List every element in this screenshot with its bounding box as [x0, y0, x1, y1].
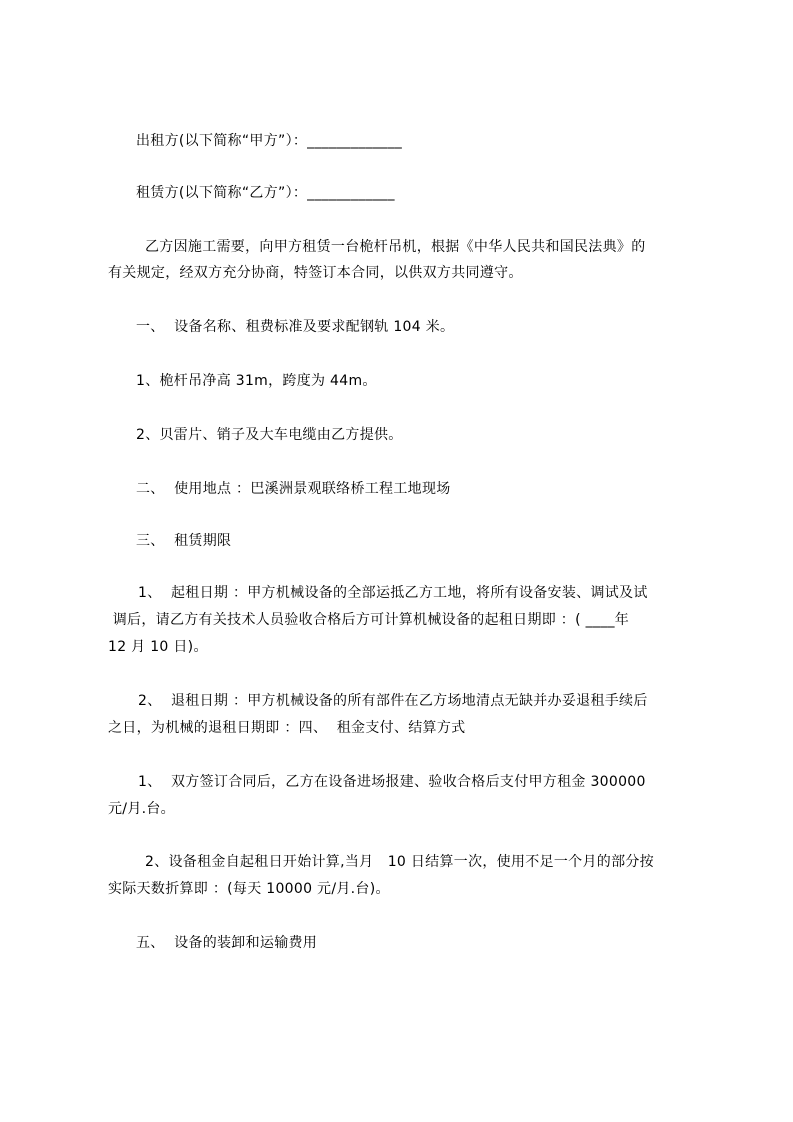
section-3-item-1-line-2: 调后，请乙方有关技术人员验收合格后方可计算机械设备的起租日期即 ：( ____年: [108, 612, 630, 628]
section-3-item-2-line-1: 2、 退租日期 ：甲方机械设备的所有部件在乙方场地清点无缺并办妥退租手续后: [138, 693, 648, 709]
preamble-line-1: 乙方因施工需要，向甲方租赁一台桅杆吊机，根据《中华人民共和国民法典》的: [145, 239, 646, 255]
lessor-line: 出租方(以下简称“甲方”）：_____________: [136, 133, 403, 149]
preamble-line-2: 有关规定，经双方充分协商，特签订本合同，以供双方共同遵守。: [108, 265, 523, 281]
section-1-item-2: 2、贝雷片、销子及大车电缆由乙方提供。: [136, 427, 403, 443]
section-3-item-2-line-2: 之日，为机械的退租日期即 ：四、 租金支付、结算方式: [108, 720, 466, 736]
section-1-heading: 一、 设备名称、租费标准及要求配钢轨 104 米。: [136, 319, 455, 335]
section-1-item-1: 1、桅杆吊净高 31m，跨度为 44m。: [136, 373, 377, 389]
section-3-heading: 三、 租赁期限: [136, 533, 232, 549]
section-2-heading: 二、 使用地点 ：巴溪洲景观联络桥工程工地现场: [136, 481, 451, 497]
section-4-item-2-line-2: 实际天数折算即 ：(每天 10000 元/月.台)。: [108, 881, 390, 897]
section-4-item-1-line-2: 元/月.台。: [108, 801, 175, 817]
section-4-item-1-line-1: 1、 双方签订合同后，乙方在设备进场报建、验收合格后支付甲方租金 300000: [138, 774, 646, 790]
section-4-item-2-line-1: 2、设备租金自起租日开始计算,当月 10 日结算一次，使用不足一个月的部分按: [145, 854, 654, 870]
section-3-item-1-line-3: 12 月 10 日)。: [108, 639, 208, 655]
lessee-line: 租赁方(以下简称“乙方”）：____________: [136, 185, 395, 201]
section-3-item-1-line-1: 1、 起租日期 ：甲方机械设备的全部运抵乙方工地，将所有设备安装、调试及试: [138, 585, 648, 601]
section-5-heading: 五、 设备的装卸和运输费用: [136, 935, 318, 951]
